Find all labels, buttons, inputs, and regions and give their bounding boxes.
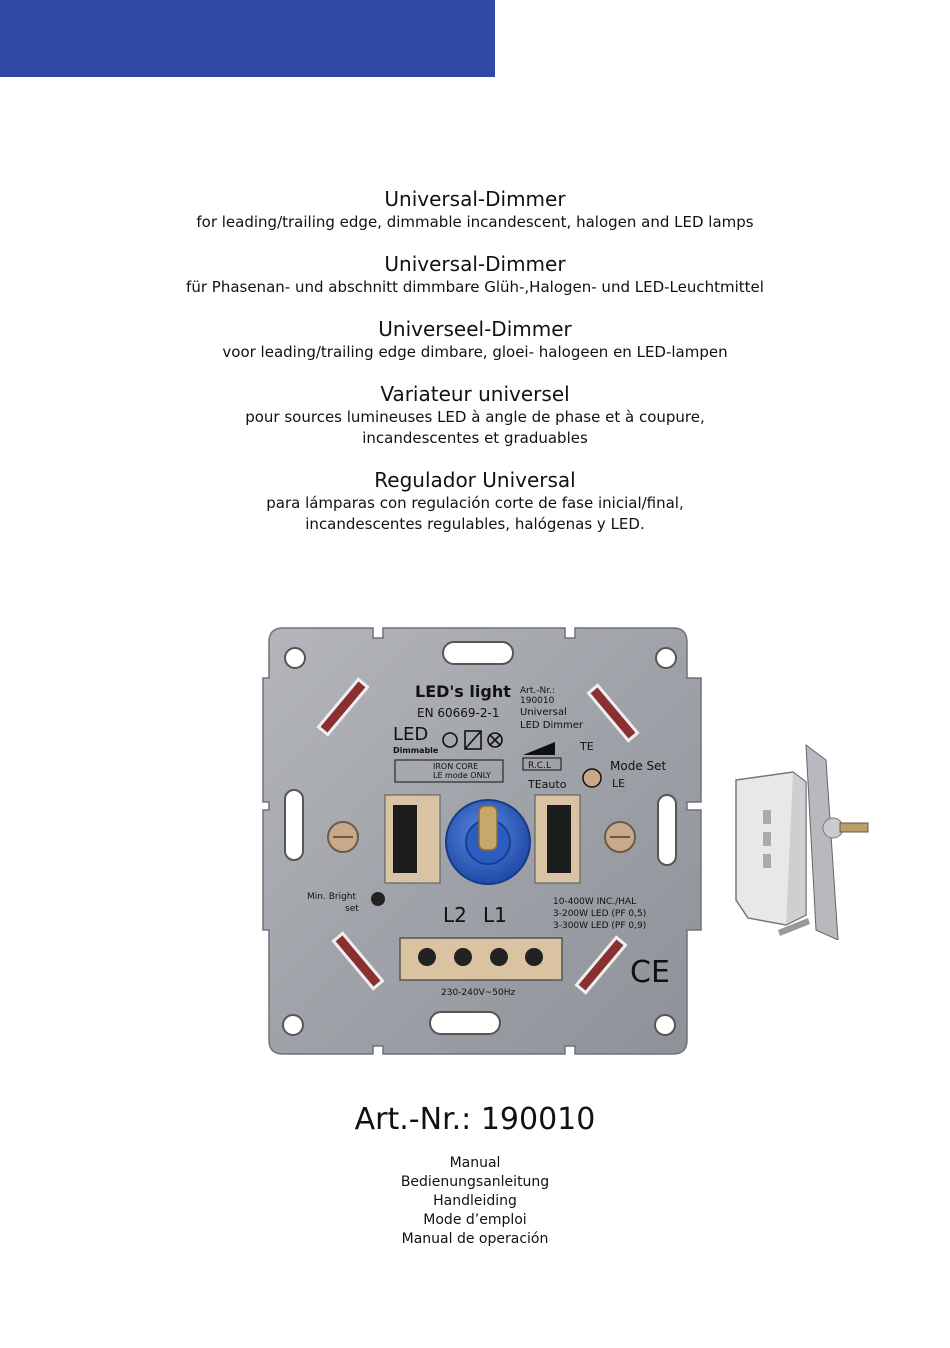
subtitle-fr-1: pour sources lumineuses LED à angle de phase et à coupure, xyxy=(245,408,705,426)
te-label: TE xyxy=(580,740,594,753)
device-name-1: Universal xyxy=(520,707,567,718)
mount-hole-tl xyxy=(285,648,305,668)
title-block-de xyxy=(0,251,950,298)
title-block-nl xyxy=(0,316,950,363)
manual-fr: Mode d’emploi xyxy=(423,1212,527,1228)
spec-line-1: 10-400W INC./HAL xyxy=(553,897,637,907)
manual-en: Manual xyxy=(449,1155,501,1171)
subtitle-es-2: incandescentes regulables, halógenas y LED. xyxy=(305,515,645,533)
l2-label: L2 xyxy=(443,903,467,927)
brand-logo-text: LED's light xyxy=(415,682,511,701)
subtitle-fr-2: incandescentes et graduables xyxy=(362,429,588,447)
mount-hole-bl xyxy=(283,1015,303,1035)
title-es: Regulador Universal xyxy=(374,468,576,492)
manual-de: Bedienungsanleitung xyxy=(400,1174,550,1190)
title-de: Universal-Dimmer xyxy=(384,252,566,276)
standard-text: EN 60669-2-1 xyxy=(417,706,500,720)
title-block-en xyxy=(0,186,950,233)
dimmer-side-photo xyxy=(728,740,878,940)
set-label: set xyxy=(345,904,359,914)
title-fr: Variateur universel xyxy=(380,382,570,406)
subtitle-nl: voor leading/trailing edge dimbare, gloei- halogeen en LED-lampen xyxy=(222,343,728,361)
slot-left xyxy=(285,790,303,860)
slot-right xyxy=(658,795,676,865)
title-block-fr xyxy=(0,381,950,449)
subtitle-de: für Phasenan- und abschnitt dimmbare Glüh-,Halogen- und LED-Leuchtmittel xyxy=(186,278,764,296)
header-banner xyxy=(0,0,495,77)
le-label: LE xyxy=(612,777,626,790)
rcl-label: R.C.L xyxy=(528,761,551,771)
dimmable-label: Dimmable xyxy=(393,746,439,755)
dimmer-shaft xyxy=(479,806,497,850)
l1-label: L1 xyxy=(483,903,507,927)
mode-set-dial xyxy=(583,769,601,787)
manual-nl: Handleiding xyxy=(433,1193,517,1209)
title-nl: Universeel-Dimmer xyxy=(378,317,572,341)
min-bright-label: Min. Bright xyxy=(307,892,357,902)
ce-mark: CE xyxy=(630,955,670,990)
title-en: Universal-Dimmer xyxy=(384,187,566,211)
slot-top xyxy=(443,642,513,664)
art-number-small: 190010 xyxy=(520,696,555,706)
product-titles xyxy=(0,186,950,553)
spec-line-3: 3-300W LED (PF 0,9) xyxy=(553,921,647,931)
subtitle-en: for leading/trailing edge, dimmable incandescent, halogen and LED lamps xyxy=(196,213,754,231)
iron-core-label: IRON CORE xyxy=(433,762,479,771)
min-bright-pot xyxy=(371,892,385,906)
mount-hole-br xyxy=(655,1015,675,1035)
led-label: LED xyxy=(393,724,429,745)
art-label: Art.-Nr.: xyxy=(520,686,555,696)
dimmer-front-photo xyxy=(255,620,715,1065)
mode-set-label: Mode Set xyxy=(610,759,667,773)
subtitle-es-1: para lámparas con regulación corte de fase inicial/final, xyxy=(266,494,684,512)
mount-hole-tr xyxy=(656,648,676,668)
voltage-label: 230-240V~50Hz xyxy=(441,988,516,998)
slot-bottom xyxy=(430,1012,500,1034)
title-block-es xyxy=(0,467,950,535)
device-name-2: LED Dimmer xyxy=(520,720,583,731)
manual-es: Manual de operación xyxy=(401,1231,549,1247)
teauto-label: TEauto xyxy=(528,778,567,791)
manual-language-list xyxy=(0,1154,950,1249)
spec-line-2: 3-200W LED (PF 0,5) xyxy=(553,909,647,919)
le-mode-label: LE mode ONLY xyxy=(433,771,491,780)
article-number-title: Art.-Nr.: 190010 xyxy=(354,1102,596,1137)
